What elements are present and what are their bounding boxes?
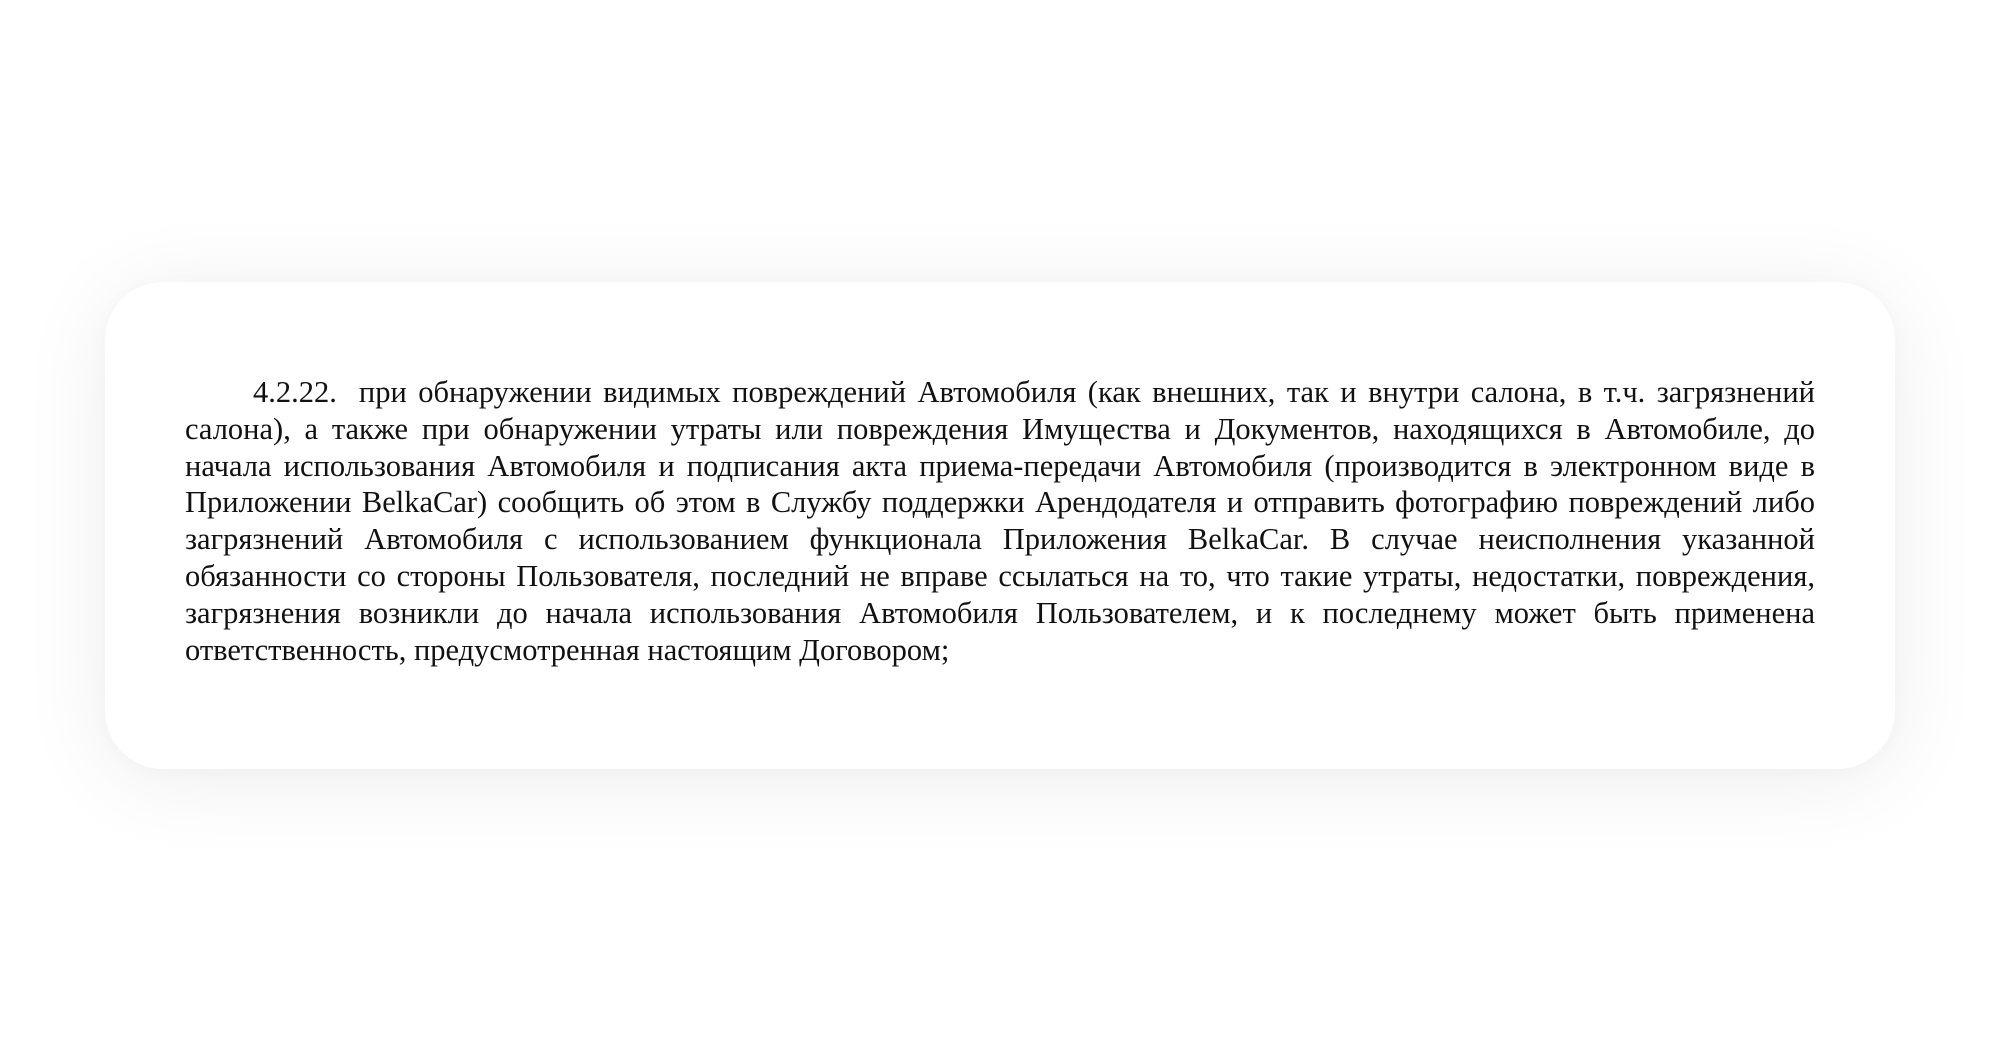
document-excerpt-card — [105, 282, 1895, 769]
contract-clause-paragraph — [185, 374, 1815, 668]
clause-text: при обнаружении видимых повреждений Автомобиля (как внешних, так и внутри салона, в т.ч. загрязнений салона), а также при обнаружении утраты или повреждения Имущества и Документов, находящихся в Автомобиле, до начала использования Автомобиля и подписания акта приема-передачи Автомобиля (производится в электронном виде в Приложении BelkaCar) сообщить об этом в Службу поддержки Арендодателя и отправить фотографию повреждений либо загрязнений Автомобиля с использованием функционала Приложения BelkaCar. В случае неисполнения указанной обязанности со стороны Пользователя, последний не вправе ссылаться на то, что такие утраты, недостатки, повреждения, загрязнения возникли до начала использования Автомобиля Пользователем, и к последнему может быть применена ответственность, предусмотренная настоящим Договором; — [185, 375, 1815, 667]
clause-number: 4.2.22. — [253, 375, 337, 409]
